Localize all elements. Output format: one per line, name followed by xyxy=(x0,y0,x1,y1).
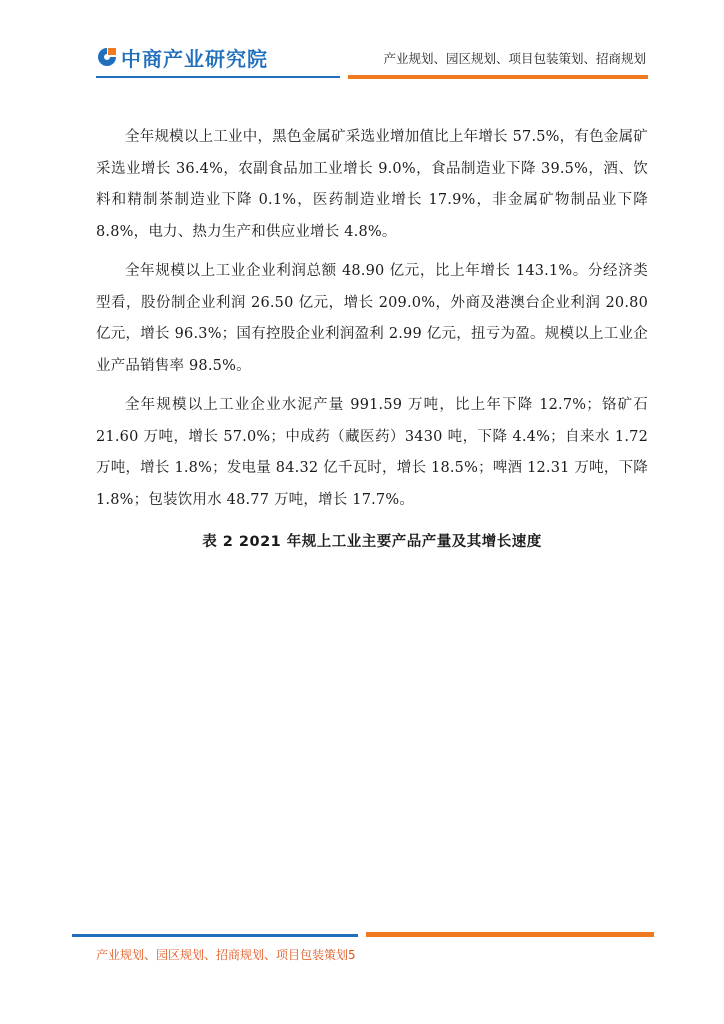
footer-divider-blue xyxy=(72,934,358,937)
page-footer xyxy=(96,946,356,963)
table-title: 表 2 2021 年规上工业主要产品产量及其增长速度 xyxy=(202,534,542,550)
company-logo[interactable] xyxy=(96,44,268,70)
page-number: 5 xyxy=(348,948,356,962)
page-header xyxy=(0,0,724,82)
logo-text: 中商产业研究院 xyxy=(121,46,268,71)
paragraph-industry-growth: 全年规模以上工业中，黑色金属矿采选业增加值比上年增长 57.5%，有色金属矿采选业增长 36.4%，农副食品加工业增长 9.0%，食品制造业下降 39.5%，酒、饮料和精制茶制造业下降 0.1%，医药制造业增长 17.9%，非金属矿物制品业下降 8.8%，电力、热力生产和供应业增长 4.8%。 xyxy=(96,129,648,240)
document-body xyxy=(96,122,648,551)
footer-divider-orange xyxy=(366,932,654,937)
paragraph-product-output: 全年规模以上工业企业水泥产量 991.59 万吨，比上年下降 12.7%；铬矿石 21.60 万吨，增长 57.0%；中成药（藏医药）3430 吨，下降 4.4%；自来水 1.72 万吨，增长 1.8%；发电量 84.32 亿千瓦时，增长 18.5%；啤酒 12.31 万吨，下降 1.8%；包装饮用水 48.77 万吨，增长 17.7%。 xyxy=(96,397,648,508)
header-divider-blue xyxy=(96,76,340,78)
paragraph-enterprise-profit: 全年规模以上工业企业利润总额 48.90 亿元，比上年增长 143.1%。分经济类型看，股份制企业利润 26.50 亿元，增长 209.0%，外商及港澳台企业利润 20.80 亿元，增长 96.3%；国有控股企业利润盈利 2.99 亿元，扭亏为盈。规模以上工业企业产品销售率 98.5%。 xyxy=(96,263,648,374)
footer-slogan: 产业规划、园区规划、招商规划、项目包装策划 xyxy=(96,948,349,962)
header-slogan: 产业规划、园区规划、项目包装策划、招商规划 xyxy=(383,51,646,66)
logo-mark-icon xyxy=(96,46,118,68)
header-divider-orange xyxy=(348,75,648,79)
